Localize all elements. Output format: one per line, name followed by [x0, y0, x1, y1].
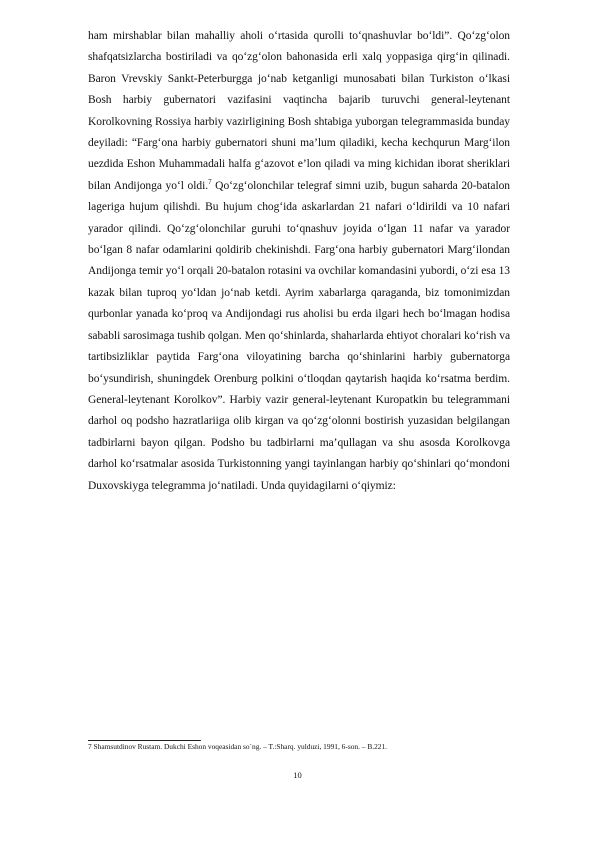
page-number: 10 [293, 770, 302, 780]
body-paragraph [88, 26, 510, 497]
footnote: 7 Shamsutdinov Rustam. Dukchi Eshon voqeasidan so`ng. – T.:Sharq. yulduzi, 1991, 6-son. – B.221. [88, 742, 388, 751]
footnote-divider [88, 740, 201, 741]
paragraph-text-part-2: Qo‘zg‘olonchilar telegraf simni uzib, bugun saharda 20-batalon lageriga hujum qilishdi. Bu hujum chog‘ida askarlardan 21 nafari o‘ldirildi va 10 nafari yarador qilindi. Qo‘zg‘olonchilar guruhi to‘qnashuv joyida o‘lgan 11 nafar va yarador bo‘lgan 8 nafar odamlarini qoldirib chekinishdi. Farg‘ona harbiy gubernatori Marg‘ilondan Andijonga temir yo‘l orqali 20-batalon rotasini va ovchilar komandasini yubordi, o‘zi esa 13 kazak bilan tuproq yo‘ldan jo‘nab ketdi. Ayrim xabarlarga qaraganda, biz tomonimizdan qurbonlar yanada ko‘proq va Andijondagi rus aholisi bu erda ilgari hech bo‘lmagan hodisa sababli sarosimaga tushib qolgan. Men qo‘shinlarda, shaharlarda ehtiyot choralari ko‘rish va tartibsizliklar paytida Farg‘ona viloyatining barcha qo‘shinlarini harbiy gubernatorga bo‘ysundirish, shuningdek Orenburg polkini o‘tloqdan qaytarish haqida ko‘rsatma berdim. General-leytenant Korolkov”. Harbiy vazir general-leytenant Kuropatkin bu telegrammani darhol oq podsho hazratlariiga olib kirgan va qo‘zg‘olonni bostirish yuzasidan belgilangan tadbirlarni bayon qilgan. Podsho bu tadbirlarni ma’qullagan va shu asosda Korolkovga darhol ko‘rsatmalar asosida Turkistonning yangi tayinlangan harbiy qo‘shinlari qo‘mondoni Duxovskiyga telegramma jo‘natiladi. Unda quyidagilarni o‘qiymiz: [88, 179, 510, 492]
page-content [88, 26, 510, 497]
footnote-reference[interactable]: 7 [208, 177, 212, 186]
paragraph-text-part-1: ham mirshablar bilan mahalliy aholi o‘rtasida qurolli to‘qnashuvlar bo‘ldi”. Qo‘zg‘olon shafqatsizlarcha bostiriladi va qo‘zg‘olon bahonasida erli xalq yoppasiga qirg‘in qilinadi. Baron Vrevskiy Sankt-Peterburgga jo‘nab ketganligi munosabati bilan Turkiston o‘lkasi Bosh harbiy gubernatori vazifasini vaqtincha bajarib turuvchi general-leytenant Korolkovning Rossiya harbiy vazirligining Bosh shtabiga yuborgan telegrammasida bunday deyiladi: “Farg‘ona harbiy gubernatori shuni ma’lum qiladiki, kecha kechqurun Marg‘ilon uezdida Eshon Muhammadali halfa g‘azovot e’lon qiladi va ming kichidan iborat sheriklari bilan Andijonga yo‘l oldi. [88, 30, 510, 192]
